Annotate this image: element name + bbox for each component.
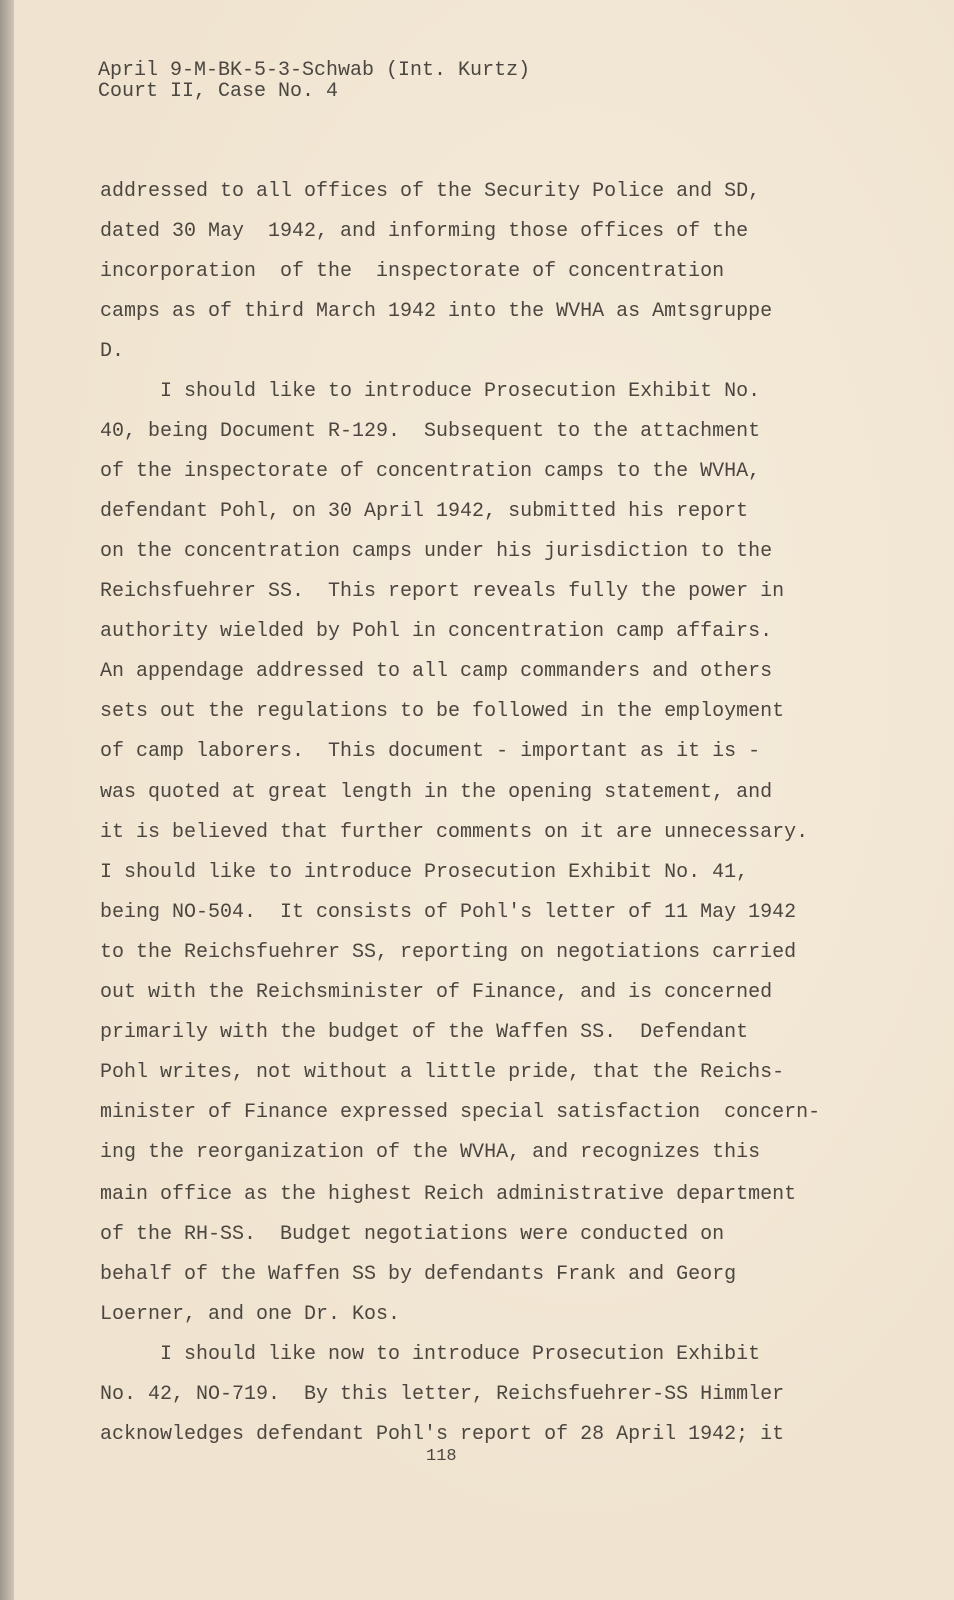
header-line-docket: April 9-M-BK-5-3-Schwab (Int. Kurtz) bbox=[98, 59, 531, 82]
body-line: camps as of third March 1942 into the WVHA as Amtsgruppe bbox=[100, 300, 773, 323]
document-page bbox=[14, 0, 954, 1600]
page-edge-shadow bbox=[0, 0, 14, 1600]
body-line: Pohl writes, not without a little pride, that the Reichs- bbox=[100, 1061, 785, 1084]
body-line: minister of Finance expressed special satisfaction concern- bbox=[100, 1101, 821, 1124]
body-line: addressed to all offices of the Security Police and SD, bbox=[100, 180, 761, 203]
body-line: incorporation of the inspectorate of concentration bbox=[100, 260, 725, 283]
body-line: was quoted at great length in the opening statement, and bbox=[100, 781, 773, 804]
body-line: D. bbox=[100, 340, 125, 363]
body-line: behalf of the Waffen SS by defendants Frank and Georg bbox=[100, 1263, 737, 1286]
body-line: I should like to introduce Prosecution Exhibit No. 41, bbox=[100, 861, 749, 884]
body-line: I should like now to introduce Prosecution Exhibit bbox=[160, 1343, 761, 1366]
body-line: An appendage addressed to all camp commanders and others bbox=[100, 660, 773, 683]
body-line: dated 30 May 1942, and informing those offices of the bbox=[100, 220, 749, 243]
body-line: primarily with the budget of the Waffen SS. Defendant bbox=[100, 1021, 749, 1044]
body-line: defendant Pohl, on 30 April 1942, submitted his report bbox=[100, 500, 749, 523]
body-line: 40, being Document R-129. Subsequent to the attachment bbox=[100, 420, 761, 443]
body-line: out with the Reichsminister of Finance, and is concerned bbox=[100, 981, 773, 1004]
body-line: No. 42, NO-719. By this letter, Reichsfuehrer-SS Himmler bbox=[100, 1383, 785, 1406]
body-line: of the RH-SS. Budget negotiations were conducted on bbox=[100, 1223, 725, 1246]
body-line: to the Reichsfuehrer SS, reporting on negotiations carried bbox=[100, 941, 797, 964]
body-line: authority wielded by Pohl in concentration camp affairs. bbox=[100, 620, 773, 643]
body-line: on the concentration camps under his jurisdiction to the bbox=[100, 540, 773, 563]
body-line: being NO-504. It consists of Pohl's letter of 11 May 1942 bbox=[100, 901, 797, 924]
body-line: main office as the highest Reich administrative department bbox=[100, 1183, 797, 1206]
page-number: 118 bbox=[426, 1447, 457, 1466]
body-line: acknowledges defendant Pohl's report of 28 April 1942; it bbox=[100, 1423, 785, 1446]
body-line: I should like to introduce Prosecution Exhibit No. bbox=[160, 380, 761, 403]
body-line: Loerner, and one Dr. Kos. bbox=[100, 1303, 401, 1326]
body-line: Reichsfuehrer SS. This report reveals fully the power in bbox=[100, 580, 785, 603]
body-line: ing the reorganization of the WVHA, and recognizes this bbox=[100, 1141, 761, 1164]
body-line: of the inspectorate of concentration camps to the WVHA, bbox=[100, 460, 761, 483]
header-line-court: Court II, Case No. 4 bbox=[98, 80, 339, 103]
body-line: of camp laborers. This document - important as it is - bbox=[100, 740, 761, 763]
body-line: sets out the regulations to be followed in the employment bbox=[100, 700, 785, 723]
body-line: it is believed that further comments on it are unnecessary. bbox=[100, 821, 809, 844]
